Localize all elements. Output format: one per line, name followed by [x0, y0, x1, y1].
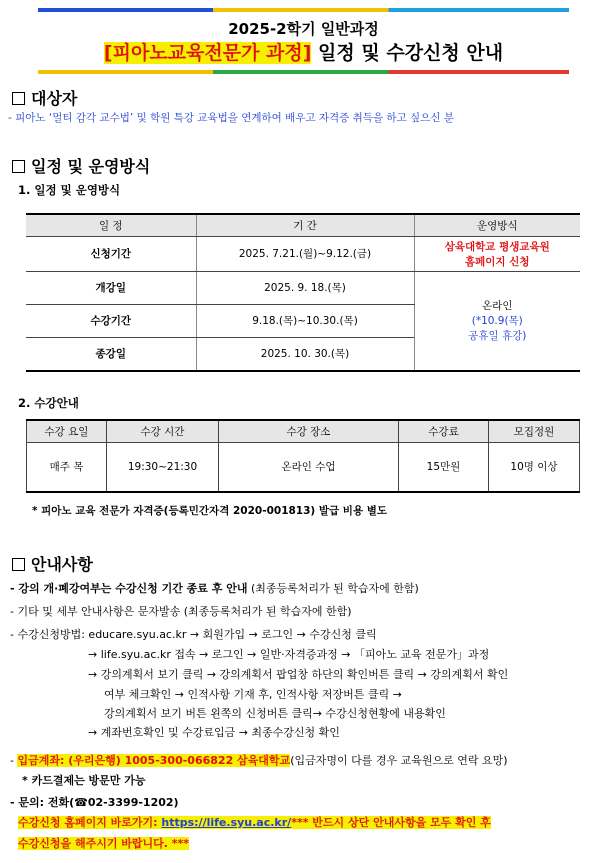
course-cell: 온라인 수업	[219, 442, 399, 492]
course-subheading: 2. 수강안내	[18, 396, 79, 410]
online-method: 온라인 (*10.9(목) 공휴일 휴강)	[414, 271, 580, 371]
schedule-period: 2025. 10. 30.(목)	[196, 337, 414, 371]
schedule-period: 2025. 7.21.(월)~9.12.(금)	[196, 236, 414, 271]
notice-line: 강의계획서 보기 버튼 왼쪽의 신청버튼 클릭→ 수강신청현황에 내용확인	[104, 707, 446, 720]
schedule-header-cell: 운영방식	[414, 214, 580, 236]
notice-heading: 안내사항	[12, 552, 93, 575]
checkbox-square-icon	[12, 92, 25, 105]
schedule-heading: 일정 및 운영방식	[12, 154, 150, 177]
homepage-link[interactable]: https://life.syu.ac.kr/	[161, 816, 292, 829]
notice-line: 여부 체크확인 → 인적사항 기재 후, 인적사항 저장버튼 클릭 →	[104, 688, 402, 701]
notice-line: → life.syu.ac.kr 접속 → 로그인 → 일반·자격증과정 → 「피아노 교육 전문가」과정	[88, 648, 490, 661]
course-header-cell: 수강 시간	[107, 420, 219, 442]
schedule-label: 종강일	[26, 337, 196, 371]
banner-top-stripe	[38, 8, 569, 12]
contact-line: - 문의: 전화(☎02-3399-1202)	[10, 796, 179, 809]
course-cell: 매주 목	[27, 442, 107, 492]
schedule-label: 신청기간	[26, 236, 196, 271]
schedule-period: 2025. 9. 18.(목)	[196, 271, 414, 304]
notice-line: → 계좌번호확인 및 수강료입금 → 최종수강신청 확인	[88, 726, 340, 739]
account-line: - 입금계좌: (우리은행) 1005-300-066822 삼육대학교(입금자명이 다를 경우 교육원으로 연락 요망)	[10, 754, 508, 767]
schedule-label: 수강기간	[26, 304, 196, 337]
target-heading: 대상자	[12, 86, 77, 109]
table-row	[26, 236, 580, 271]
schedule-label: 개강일	[26, 271, 196, 304]
course-header-cell: 수강료	[399, 420, 489, 442]
table-row	[26, 271, 580, 304]
course-cell: 15만원	[399, 442, 489, 492]
homepage-line-2: 수강신청을 해주시기 바랍니다. ***	[18, 837, 190, 850]
course-note: * 피아노 교육 전문가 자격증(등록민간자격 2020-001813) 발급 비용 별도	[32, 505, 388, 517]
course-header-cell: 수강 장소	[219, 420, 399, 442]
banner-title-suffix: 일정 및 수강신청 안내	[311, 42, 504, 64]
checkbox-square-icon	[12, 160, 25, 173]
target-desc: - 피아노 ‘멀티 감각 교수법’ 및 학원 특강 교육법을 연계하여 배우고 자격증 취득을 하고 싶으신 분	[8, 112, 454, 124]
schedule-period: 9.18.(목)~10.30.(목)	[196, 304, 414, 337]
schedule-table	[26, 213, 580, 372]
schedule-subheading: 1. 일정 및 운영방식	[18, 183, 121, 197]
card-note: * 카드결제는 방문만 가능	[22, 774, 146, 787]
notice-line: - 강의 개·폐강여부는 수강신청 기간 종료 후 안내 (최종등록처리가 된 학습자에 한함)	[10, 582, 419, 595]
account-number: 입금계좌: (우리은행) 1005-300-066822 삼육대학교	[17, 754, 291, 767]
banner-semester: 2025-2학기 일반과정	[228, 20, 379, 38]
course-cell: 19:30~21:30	[107, 442, 219, 492]
schedule-header-cell: 기 간	[196, 214, 414, 236]
banner-title-highlight: [피아노교육전문가 과정]	[103, 42, 312, 64]
apply-method: 삼육대학교 평생교육원 홈페이지 신청	[414, 236, 580, 271]
notice-line: - 수강신청방법: educare.syu.ac.kr → 회원가입 → 로그인 → 수강신청 클릭	[10, 628, 377, 641]
course-header-cell: 수강 요일	[27, 420, 107, 442]
homepage-line: 수강신청 홈페이지 바로가기: https://life.syu.ac.kr/*** 반드시 상단 안내사항을 모두 확인 후	[18, 816, 491, 829]
header-banner	[38, 8, 569, 74]
notice-line: → 강의계획서 보기 클릭 → 강의계획서 팝업창 하단의 확인버튼 클릭 → 강의계획서 확인	[88, 668, 509, 681]
course-cell: 10명 이상	[489, 442, 580, 492]
course-header-cell: 모집정원	[489, 420, 580, 442]
banner-bottom-stripe	[38, 70, 569, 74]
banner-title	[38, 38, 569, 65]
notice-line: - 기타 및 세부 안내사항은 문자발송 (최종등록처리가 된 학습자에 한함)	[10, 605, 352, 618]
course-table	[26, 419, 580, 493]
schedule-header-cell: 일 정	[26, 214, 196, 236]
table-row	[27, 442, 580, 492]
checkbox-square-icon	[12, 558, 25, 571]
